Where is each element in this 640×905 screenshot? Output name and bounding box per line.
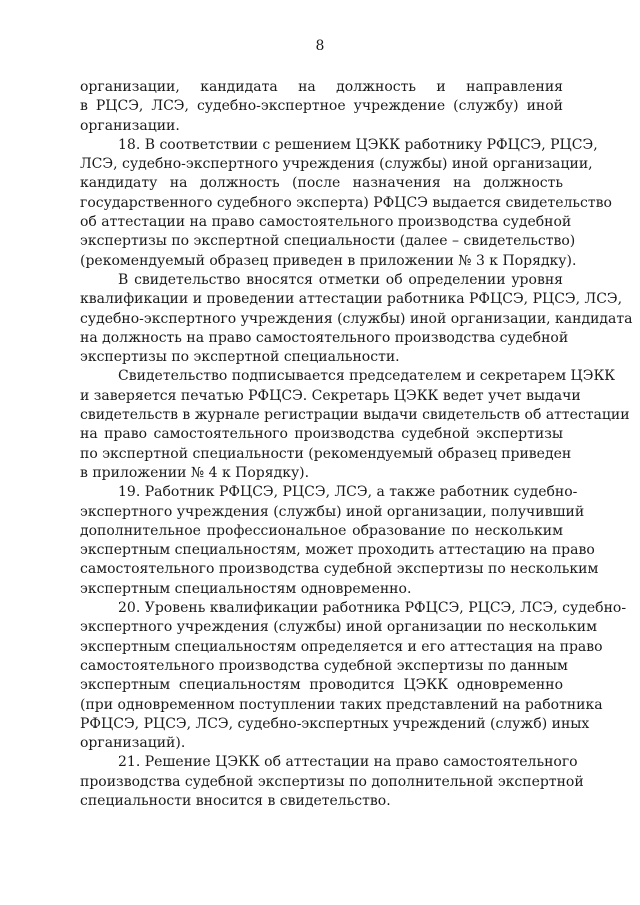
text-line: самостоятельного производства судебной экспертизы по данным — [80, 657, 568, 674]
paragraph-19 — [80, 483, 599, 599]
text-line: ЛСЭ, судебно-экспертного учреждения (службы) иной организации, — [80, 156, 593, 173]
text-line: дополнительное профессиональное образование по нескольким — [80, 522, 563, 539]
paragraph-18 — [80, 136, 612, 271]
paragraph-continuation — [80, 78, 563, 136]
text-line: об аттестации на право самостоятельного производства судебной — [80, 214, 572, 231]
text-line: по экспертной специальности (рекомендуемый образец приведен — [80, 445, 572, 462]
text-line: РФЦСЭ, РЦСЭ, ЛСЭ, судебно-экспертных учреждений (служб) иных — [80, 715, 590, 732]
text-line: квалификации и проведении аттестации работника РФЦСЭ, РЦСЭ, ЛСЭ, — [80, 291, 623, 308]
text-line: на должность на право самостоятельного производства судебной — [80, 329, 569, 346]
text-line: и заверяется печатью РФЦСЭ. Секретарь ЦЭКК ведет учет выдачи — [80, 387, 581, 404]
text-line: организации, кандидата на должность и направления — [80, 79, 563, 95]
text-line: (рекомендуемый образец приведен в приложении № 3 к Порядку). — [80, 252, 577, 269]
text-line: экспертным специальностям проводится ЦЭКК одновременно — [80, 677, 563, 694]
text-line: в РЦСЭ, ЛСЭ, судебно-экспертное учреждение (службу) иной — [80, 98, 563, 115]
text-line: В свидетельство вносятся отметки об определении уровня — [118, 271, 563, 288]
paragraph-18-certificate-entries — [80, 271, 633, 367]
text-line: экспертным специальностям определяется и его аттестация на право — [80, 638, 603, 655]
text-line: производства судебной экспертизы по дополнительной экспертной — [80, 773, 584, 790]
paragraph-21 — [80, 753, 584, 811]
text-line: экспертного учреждения (службы) иной организации по нескольким — [80, 619, 598, 636]
text-line: судебно-экспертного учреждения (службы) иной организации, кандидата — [80, 310, 633, 327]
text-line: специальности вносится в свидетельство. — [80, 792, 391, 809]
text-line: 21. Решение ЦЭКК об аттестации на право самостоятельного — [118, 754, 578, 771]
text-line: в приложении № 4 к Порядку). — [80, 464, 310, 481]
text-line: экспертным специальностям, может проходить аттестацию на право — [80, 542, 595, 559]
text-line: 20. Уровень квалификации работника РФЦСЭ, РЦСЭ, ЛСЭ, судебно- — [118, 600, 627, 617]
text-line: экспертизы по экспертной специальности. — [80, 349, 400, 366]
text-line: (при одновременном поступлении таких представлений на работника — [80, 696, 603, 713]
paragraph-20 — [80, 599, 627, 753]
text-line: экспертизы по экспертной специальности (далее – свидетельство) — [80, 233, 576, 250]
text-line: экспертным специальностям одновременно. — [80, 580, 412, 597]
text-line: государственного судебного эксперта) РФЦСЭ выдается свидетельство — [80, 194, 612, 211]
text-line: Свидетельство подписывается председателем и секретарем ЦЭКК — [118, 368, 616, 385]
text-line: самостоятельного производства судебной экспертизы по нескольким — [80, 561, 599, 578]
paragraph-18-certificate-signing — [80, 367, 630, 483]
text-line: кандидату на должность (после назначения на должность — [80, 175, 563, 192]
text-line: организаций). — [80, 735, 186, 752]
text-line: 19. Работник РФЦСЭ, РЦСЭ, ЛСЭ, а также работник судебно- — [118, 484, 578, 501]
text-line: на право самостоятельного производства судебной экспертизы — [80, 426, 563, 443]
page-number: 8 — [315, 38, 325, 54]
text-line: свидетельств в журнале регистрации выдачи свидетельств об аттестации — [80, 407, 630, 424]
text-line: 18. В соответствии с решением ЦЭКК работнику РФЦСЭ, РЦСЭ, — [118, 136, 598, 153]
document-body — [80, 78, 633, 811]
text-line: экспертного учреждения (службы) иной организации, получивший — [80, 503, 585, 520]
text-line: организации. — [80, 117, 180, 134]
